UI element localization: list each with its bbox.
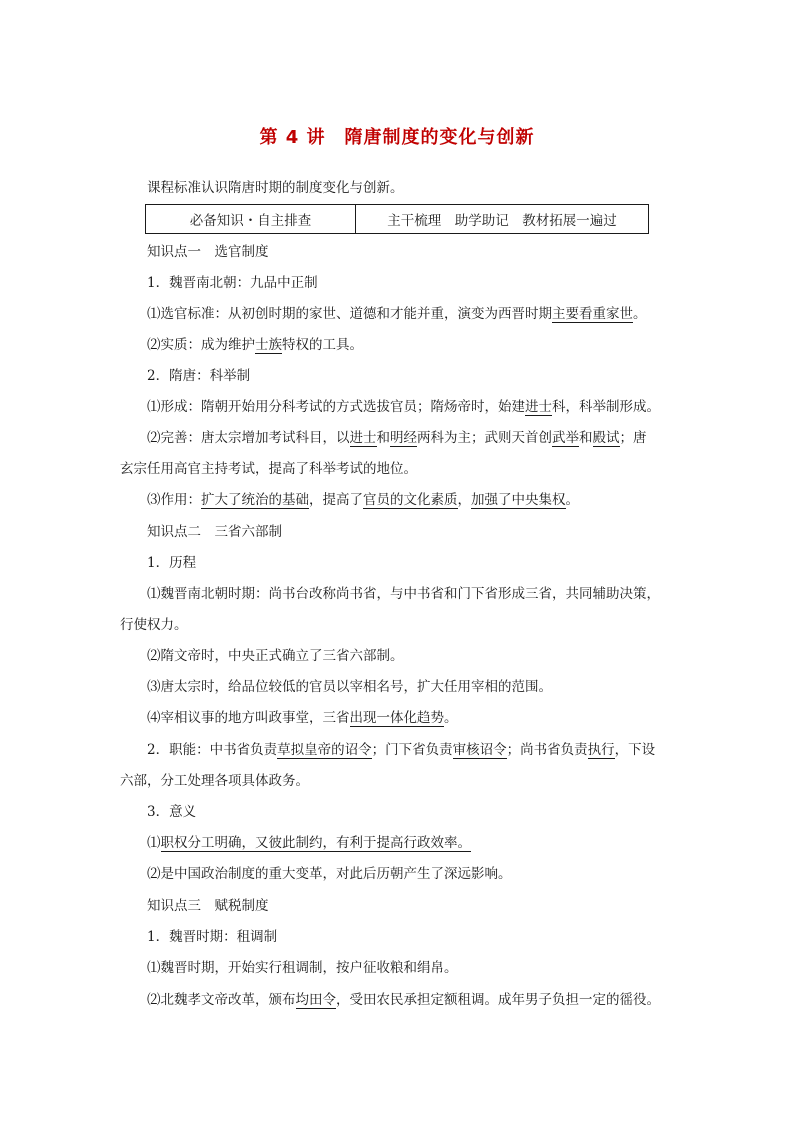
k2-paragraph-1: ⑴魏晋南北朝时期：尚书台改称尚书省，与中书省和门下省形成三省，共同辅助决策， bbox=[147, 586, 660, 602]
course-standard: 课程标准认识隋唐时期的制度变化与创新。 bbox=[147, 180, 404, 196]
k1-p1-underlined: 主要看重家世 bbox=[552, 306, 633, 322]
k2-paragraph-3: ⑶唐太宗时，给品位较低的官员以宰相名号，扩大任用宰相的范围。 bbox=[147, 679, 552, 695]
k1-paragraph-4-cont: 玄宗任用高官主持考试，提高了科举考试的地位。 bbox=[120, 461, 417, 477]
k2-paragraph-1-cont: 行使权力。 bbox=[120, 617, 188, 633]
lesson-title: 第 4 讲 隋唐制度的变化与创新 bbox=[259, 127, 535, 148]
k3-paragraph-2: ⑵北魏孝文帝改革，颁布均田令，受田农民承担定额租调。成年男子负担一定的徭役。 bbox=[147, 992, 660, 1008]
k1-subheading-2: 2．隋唐：科举制 bbox=[147, 368, 251, 384]
k1-paragraph-4: ⑵完善：唐太宗增加考试科目，以进士和明经两科为主；武则天首创武举和殿试；唐 bbox=[147, 430, 647, 446]
heading-k2: 知识点二 三省六部制 bbox=[147, 524, 282, 540]
k3-paragraph-1: ⑴魏晋时期，开始实行租调制，按户征收粮和绢帛。 bbox=[147, 960, 458, 976]
k1-subheading-1: 1．魏晋南北朝：九品中正制 bbox=[147, 275, 318, 291]
k1-paragraph-1: ⑴选官标准：从初创时期的家世、道德和才能并重，演变为西晋时期主要看重家世。 bbox=[147, 306, 647, 322]
k1-paragraph-3: ⑴形成：隋朝开始用分科考试的方式选拔官员；隋炀帝时，始建进士科，科举制形成。 bbox=[147, 399, 660, 415]
k2-subheading-2-cont: 六部，分工处理各项具体政务。 bbox=[120, 773, 309, 789]
k2-paragraph-6: ⑵是中国政治制度的重大变革，对此后历朝产生了深远影响。 bbox=[147, 866, 512, 882]
k2-paragraph-2: ⑵隋文帝时，中央正式确立了三省六部制。 bbox=[147, 648, 404, 664]
k2-subheading-2: 2．职能：中书省负责草拟皇帝的诏令；门下省负责审核诏令；尚书省负责执行，下设 bbox=[147, 742, 656, 758]
banner-right: 主干梳理 助学助记 教材拓展一遍过 bbox=[387, 213, 617, 229]
k2-paragraph-4: ⑷宰相议事的地方叫政事堂，三省出现一体化趋势。 bbox=[147, 710, 458, 726]
k2-paragraph-5: ⑴职权分工明确，又彼此制约，有利于提高行政效率。 bbox=[147, 835, 471, 851]
section-banner bbox=[145, 204, 649, 234]
k1-paragraph-5: ⑶作用：扩大了统治的基础，提高了官员的文化素质，加强了中央集权。 bbox=[147, 492, 579, 508]
k2-subheading-1: 1．历程 bbox=[147, 555, 197, 571]
k2-subheading-3: 3．意义 bbox=[147, 804, 197, 820]
heading-k3: 知识点三 赋税制度 bbox=[147, 898, 269, 914]
k1-paragraph-2: ⑵实质：成为维护士族特权的工具。 bbox=[147, 337, 363, 353]
k3-subheading-1: 1．魏晋时期：租调制 bbox=[147, 929, 278, 945]
banner-left: 必备知识・自主排查 bbox=[146, 205, 356, 233]
heading-k1: 知识点一 选官制度 bbox=[147, 244, 269, 260]
